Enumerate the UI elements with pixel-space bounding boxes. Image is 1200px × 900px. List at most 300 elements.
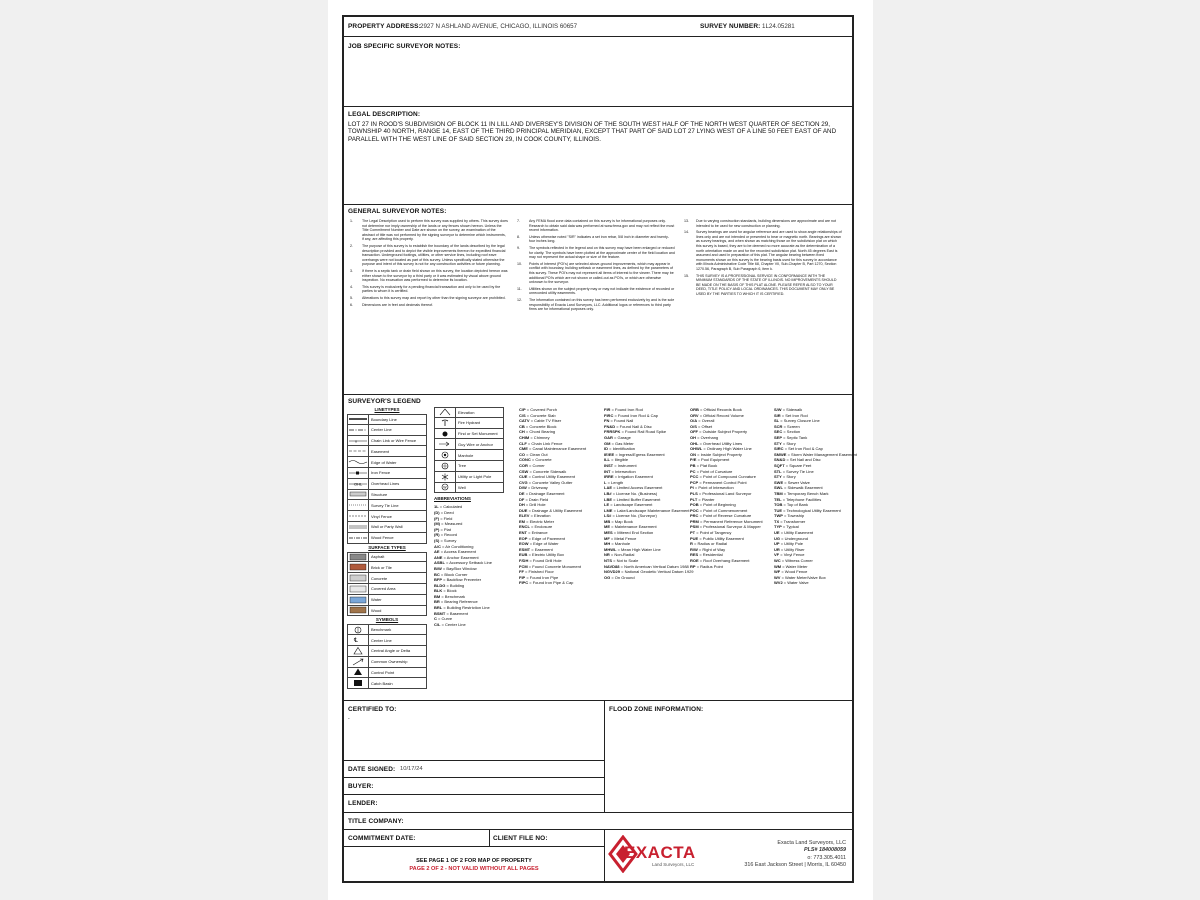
symbol-symbol [348, 657, 369, 667]
linetype-symbol [348, 425, 369, 435]
abbreviation-code: ORV [690, 412, 699, 418]
abbreviation-code: O/A [690, 418, 698, 424]
abbreviation-code: INST [604, 462, 614, 468]
symbol-row [434, 407, 504, 418]
abbreviation-code: BSMT [434, 610, 446, 616]
abbreviation-meaning: = Telephone Facilities [782, 496, 822, 502]
abbreviation-code: PRC [690, 513, 699, 519]
linetype-symbol [348, 457, 369, 467]
abbreviation-code: SEC [774, 429, 783, 435]
svg-text:℄: ℄ [354, 638, 358, 645]
survey-frame [342, 15, 857, 883]
abbreviation-code: (D) [434, 509, 440, 515]
abbreviation-meaning: = Screen [783, 423, 800, 429]
symbol-symbol [348, 625, 369, 634]
abbreviation-code: PRM [690, 518, 699, 524]
abbreviation-meaning: = Illegible [611, 457, 629, 463]
abbreviation-meaning: = Drain Field [525, 496, 549, 502]
abbreviation-meaning: = License No. (Business) [612, 490, 658, 496]
abbreviation-code: FF [519, 569, 524, 575]
abbreviation-meaning: = Survey [440, 537, 457, 543]
abbreviation-code: (R) [434, 532, 440, 538]
abbreviation-meaning: = Non-Radial [610, 552, 635, 558]
abbreviation-code: LAE [604, 485, 612, 491]
abbreviation-code: PB [690, 462, 696, 468]
linetype-symbol [348, 415, 369, 424]
abbreviation-meaning: = Corner [529, 462, 545, 468]
surface-type-row [347, 584, 427, 595]
abbreviation-code: INT [604, 468, 611, 474]
abbreviation-code: TX [774, 518, 780, 524]
survey-number-value: 1L24.05281 [762, 23, 795, 30]
symbol-row [347, 646, 427, 657]
abbreviation-code: STL [774, 468, 782, 474]
abbreviation-code: ELEV [519, 513, 530, 519]
abbreviation-meaning: = Driveway [527, 485, 548, 491]
abbreviation-code: MES [604, 530, 613, 536]
abbreviation-code: NTS [604, 558, 612, 564]
abbreviation-meaning: = Found Nail [610, 418, 634, 424]
abbreviation-meaning: = Concrete Block [525, 423, 557, 429]
abbreviation-meaning: = Map Book [611, 518, 633, 524]
abbreviation-meaning: = Center Line [441, 621, 466, 627]
abbreviation-meaning: = Deed [440, 509, 454, 515]
general-note-number: 13. [684, 219, 689, 223]
client-file-label: CLIENT FILE NO: [493, 835, 548, 842]
abbreviation-code: POB [690, 502, 699, 508]
abbreviation-meaning: = Found Iron Pipe [526, 574, 559, 580]
general-note-text: Alterations to this survey map and report by other than the signing surveyor are prohibited. [362, 295, 506, 300]
abbreviation-code: UG [774, 535, 780, 541]
abbreviation-meaning: = Ordinary High Water Line [703, 446, 752, 452]
linetype-label: Center Line [371, 427, 392, 433]
abbreviation-code: CONC [519, 457, 531, 463]
abbreviation-code: CLF [519, 440, 527, 446]
abbreviation-meaning: = Permanent Control Point [699, 479, 747, 485]
abbreviation-code: BFP [434, 577, 442, 583]
abbreviation-code: ME [604, 524, 610, 530]
abbreviation-meaning: = Planter [698, 496, 715, 502]
linetype-row [347, 522, 427, 533]
general-note-number: 4. [350, 284, 353, 289]
abbreviation-code: CATV [519, 418, 530, 424]
linetype-row [347, 436, 427, 447]
surface-type-symbol [348, 562, 369, 572]
general-note-text: The purpose of this survey is to establish the boundary of the lands described by the legal description provided and to depict the visible improvements thereon for expedited financial transaction. Underground footings, utilities, or other service lines, including roof eave overhangs were not located as part of this survey. Unless specifically stated otherwise the purpose and intent of this survey is not for any construction activities or future planning. [362, 243, 506, 267]
abbreviation-code: BR [434, 599, 440, 605]
abbreviation-code: WV [774, 574, 781, 580]
abbreviation-meaning: = Identification [609, 446, 636, 452]
abbreviation-meaning: = Found Nail & Disc [616, 423, 652, 429]
symbol-row [434, 483, 504, 494]
abbreviation-meaning: = Overhead Utility Lines [699, 440, 743, 446]
symbol-row [347, 678, 427, 689]
general-note [350, 244, 508, 267]
abbreviation-code: SIR [774, 412, 781, 418]
abbreviation-code: SQFT [774, 462, 785, 468]
abbreviation-code: C/L [434, 621, 441, 627]
abbreviation-meaning: = Concrete Sidewalk [529, 468, 567, 474]
abbreviation-code: FN&D [604, 423, 616, 429]
symbol-row [347, 668, 427, 679]
abbreviation-meaning: = Point of Reverse Curvature [699, 513, 752, 519]
abbreviation-meaning: = Wood Fence [781, 569, 808, 575]
symbol-row [347, 657, 427, 668]
linetype-row [347, 457, 427, 468]
abbreviation-entry [519, 580, 601, 586]
linetype-label: Edge of Water [371, 459, 397, 465]
symbol-row [434, 450, 504, 461]
abbreviations-column-4 [690, 407, 772, 569]
abbreviation-meaning: = Mean High Water Line [617, 546, 661, 552]
abbreviation-meaning: = Plat Book [696, 462, 718, 468]
surface-type-row [347, 573, 427, 584]
general-note [684, 219, 842, 228]
page-note-line-2: PAGE 2 OF 2 - NOT VALID WITHOUT ALL PAGES [409, 866, 539, 872]
general-note-text: THIS SURVEY IS A PROFESSIONAL SERVICE IN CONFORMANCE WITH THE MINIMUM STANDARDS OF THE STATE OF ILLINOIS. NO IMPROVEMENTS SHOULD BE MADE ON THE BASIS OF THIS PLAT ALONE. PLEASE REFER ALSO TO YOUR DEED, TITLE POLICY AND LOCAL ORDINANCES. THIS DOCUMENT MAY ONLY BE USED BY THE PARTIES TO WHICH IT IS CERTIFIED. [696, 273, 837, 296]
legal-description-label: LEGAL DESCRIPTION: [348, 111, 421, 118]
logo-wordmark: EXACTA [624, 843, 696, 862]
abbreviation-code: L [604, 479, 607, 485]
abbreviation-code: ENCL [519, 524, 530, 530]
abbreviation-meaning: = Clean Out [526, 451, 548, 457]
abbreviation-code: FIPC [519, 580, 529, 586]
abbreviation-code: PLT [690, 496, 698, 502]
abbreviation-meaning: = Air Conditioning [442, 543, 474, 549]
abbreviation-meaning: = Limited Access Easement [613, 485, 663, 491]
abbreviation-code: FN [604, 418, 610, 424]
abbreviation-code: SEP [774, 434, 783, 440]
abbreviation-meaning: = Basement [446, 610, 468, 616]
symbol-symbol [435, 418, 456, 428]
abbreviation-meaning: = Block Corner [440, 571, 468, 577]
symbol-label: Well [458, 484, 466, 490]
linetype-label: Boundary Line [371, 416, 397, 422]
abbreviation-meaning: = Garage [614, 434, 631, 440]
abbreviation-meaning: = License No. (Surveyor) [612, 513, 657, 519]
commitment-row [344, 830, 605, 847]
abbreviation-code: ENT [519, 530, 527, 536]
abbreviations-title: ABBREVIATIONS [434, 496, 471, 502]
abbreviation-meaning: = Found Iron Rod & Cap [614, 412, 658, 418]
symbol-row [434, 418, 504, 429]
flood-zone-box [605, 701, 854, 813]
abbreviation-meaning: = Irrigation Easement [614, 474, 653, 480]
abbreviation-meaning: = Water Valve [783, 580, 809, 586]
abbreviation-meaning: = Roof Overhang Easement [699, 558, 750, 564]
linetype-symbol [348, 436, 369, 446]
abbreviation-meaning: = Point of Tangency [696, 530, 732, 536]
abbreviation-code: ESMT [519, 546, 531, 552]
date-signed-value: 10/17/24 [400, 766, 423, 772]
buyer-row [344, 778, 605, 795]
surface-type-label: Water [371, 597, 382, 603]
linetype-label: Survey Tie Line [371, 502, 399, 508]
date-signed-row [344, 761, 605, 778]
abbreviation-code: LE [604, 502, 610, 508]
company-logo [606, 829, 716, 879]
flood-zone-label: FLOOD ZONE INFORMATION: [609, 706, 704, 713]
abbreviation-meaning: = Manhole [611, 541, 631, 547]
abbreviation-meaning: = Mitered End Section [613, 530, 654, 536]
symbol-label: Center Line [371, 637, 392, 643]
legend-section [344, 395, 857, 701]
certified-to-label: CERTIFIED TO: [348, 706, 397, 713]
page-note-line-1: SEE PAGE 1 OF 2 FOR MAP OF PROPERTY [416, 858, 532, 864]
abbreviation-code: CH [519, 429, 525, 435]
abbreviation-code: CSW [519, 468, 529, 474]
abbreviation-meaning: = Bearing Reference [440, 599, 478, 605]
abbreviation-code: UP [774, 541, 780, 547]
symbol-symbol [435, 439, 456, 449]
abbreviation-meaning: = Typical [782, 524, 799, 530]
abbreviation-code: EOW [519, 541, 529, 547]
symbol-symbol [348, 678, 369, 688]
abbreviation-code: PSM [690, 524, 699, 530]
abbreviation-meaning: = Edge of Water [529, 541, 559, 547]
symbol-label: Fire Hydrant [458, 420, 481, 426]
abbreviation-meaning: = Found Iron Pipe & Cap [529, 580, 574, 586]
symbol-symbol [348, 668, 369, 678]
general-notes-section [344, 205, 852, 395]
abbreviation-meaning: = Benchmark [441, 593, 466, 599]
abbreviation-code: TEL [774, 496, 782, 502]
abbreviation-meaning: = Drainage Easement [525, 490, 565, 496]
abbreviation-meaning: = Official Record Volume [699, 412, 744, 418]
property-address-value: 2927 N ASHLAND AVENUE, CHICAGO, ILLINOIS 60657 [420, 23, 578, 30]
general-note-number: 6. [350, 302, 353, 307]
abbreviation-meaning: = Concrete Slab [526, 412, 556, 418]
abbreviation-meaning: = Finished Floor [525, 569, 554, 575]
symbol-symbol [348, 635, 369, 645]
abbreviation-code: SMWE [774, 451, 787, 457]
abbreviation-code: TYP [774, 524, 782, 530]
linetype-symbol [348, 511, 369, 521]
general-note-number: 7. [517, 219, 520, 223]
abbreviation-meaning: = Chimney [530, 434, 550, 440]
general-note-text: The symbols reflected in the legend and on this survey may have been enlarged or reduced for clarity. The symbols have been plotted at the approximate center of the field location and may not represent the actual shape or size of the feature. [529, 245, 675, 260]
abbreviation-meaning: = Length [607, 479, 624, 485]
abbreviation-meaning: = Set Iron Rod [781, 412, 808, 418]
abbreviation-code: (F) [434, 515, 440, 521]
abbreviation-code: ORB [690, 407, 699, 412]
abbreviation-meaning: = Set Nail and Disc [786, 457, 821, 463]
symbol-label: Catch Basin [371, 680, 393, 686]
abbreviation-meaning: = Transformer [780, 518, 806, 524]
linetype-symbol [348, 533, 369, 543]
abbreviation-code: ID [604, 446, 608, 452]
general-note [684, 274, 842, 297]
abbreviation-code: SCR [774, 423, 783, 429]
company-pls: PLS# 184008059 [804, 847, 846, 854]
linetype-row [347, 468, 427, 479]
symbol-label: Tree [458, 463, 467, 469]
svg-text:W: W [443, 485, 447, 490]
abbreviation-meaning: = Concrete Valley Gutter [528, 479, 573, 485]
commitment-date-label: COMMITMENT DATE: [348, 835, 416, 842]
abbreviation-meaning: = North American Vertical Datum 1988 [620, 563, 689, 569]
general-note-text: The information contained on this survey has been performed exclusively by and is the sole responsibility of Exacta Land Surveyors, LLC. Additional logos or references to third party firms are for informational purposes only. [529, 297, 675, 312]
abbreviation-meaning: = Water Meter [782, 563, 808, 569]
general-note-number: 12. [517, 297, 522, 302]
surface-type-row [347, 595, 427, 606]
job-notes-label: JOB SPECIFIC SURVEYOR NOTES: [348, 43, 461, 50]
abbreviation-code: EOP [519, 535, 528, 541]
abbreviation-meaning: = Building [446, 582, 465, 588]
abbreviation-code: TOB [774, 502, 783, 508]
abbreviation-meaning: = Top of Bank [783, 502, 808, 508]
general-note-number: 10. [517, 261, 522, 266]
abbreviation-meaning: = Public Utility Easement [699, 535, 744, 541]
abbreviation-code: SN&D [774, 457, 786, 463]
linetype-row [347, 425, 427, 436]
general-note [684, 230, 842, 271]
symbol-symbol [348, 646, 369, 656]
abbreviation-meaning: = Permanent Reference Monument [700, 518, 763, 524]
symbol-symbol [435, 461, 456, 471]
abbreviation-code: SL [774, 418, 780, 424]
legend-label: SURVEYOR'S LEGEND [348, 398, 421, 405]
general-note-number: 9. [517, 245, 520, 250]
abbreviation-code: PT [690, 530, 696, 536]
symbol-symbol [435, 472, 456, 482]
abbreviation-meaning: = Drainage & Utility Easement [528, 507, 583, 513]
abbreviation-code: MF [604, 535, 610, 541]
abbreviation-code: PUE [690, 535, 699, 541]
linetype-label: Easement [371, 448, 390, 454]
linetype-label: Structure [371, 491, 388, 497]
abbreviation-code: EM [519, 518, 525, 524]
abbreviation-code: UE [774, 530, 780, 536]
abbreviation-meaning: = Field [440, 515, 453, 521]
abbreviation-meaning: = Found Iron Rod [611, 407, 643, 412]
abbreviation-meaning: = Instrument [614, 462, 637, 468]
abbreviation-code: GAR [604, 434, 613, 440]
abbreviation-code: DF [519, 496, 525, 502]
abbreviation-code: GM [604, 440, 611, 446]
abbreviation-code: TBM [774, 490, 783, 496]
abbreviation-meaning: = Found Concrete Monument [528, 563, 581, 569]
abbreviation-code: WF [774, 569, 781, 575]
linetype-label: Iron Fence [371, 470, 391, 476]
general-notes-label: GENERAL SURVEYOR NOTES: [348, 208, 447, 215]
linetype-row [347, 500, 427, 511]
title-company-label: TITLE COMPANY: [348, 818, 404, 825]
abbreviation-code: CHIM [519, 434, 530, 440]
abbreviation-meaning: = Point of Curvature [696, 468, 733, 474]
abbreviation-code: (M) [434, 521, 440, 527]
abbreviation-code: SWL [774, 485, 783, 491]
linetype-label: Overhead Lines [371, 481, 400, 487]
abbreviation-code: MHWL [604, 546, 617, 552]
abbreviation-code: IE/EE [604, 451, 615, 457]
abbreviation-meaning: = Radius or Radial [694, 541, 728, 547]
abbreviations-column-2 [519, 407, 601, 586]
abbreviation-meaning: = Pool Equipment [697, 457, 730, 463]
abbreviation-code: IRRE [604, 474, 614, 480]
abbreviation-meaning: = Utility Pole [780, 541, 804, 547]
general-note [517, 219, 675, 233]
general-note-number: 1. [350, 219, 353, 223]
abbreviation-meaning: = Control Utility Easement [528, 474, 575, 480]
symbol-label: Control Point [371, 669, 395, 675]
abbreviation-meaning: = Inside Subject Property [697, 451, 742, 457]
abbreviation-meaning: = Landscape Easement [610, 502, 653, 508]
abbreviation-code: BLDG [434, 582, 446, 588]
surface-type-symbol [348, 584, 369, 594]
abbreviation-code: BLK [434, 588, 443, 594]
general-note-number: 8. [517, 234, 520, 239]
abbreviation-meaning: = Township [784, 513, 805, 519]
abbreviation-meaning: = Right of Way [698, 546, 726, 552]
abbreviation-meaning: = Professional Land Surveyor [698, 490, 752, 496]
symbol-row [434, 461, 504, 472]
abbreviation-code: LBE [604, 496, 612, 502]
abbreviation-meaning: = Sewer Valve [784, 479, 810, 485]
buyer-label: BUYER: [348, 783, 374, 790]
abbreviation-meaning: = Vinyl Fence [780, 552, 805, 558]
abbreviation-meaning: = Professional Surveyor & Mapper [699, 524, 761, 530]
abbreviation-code: STY [774, 474, 782, 480]
abbreviation-code: C/S [519, 412, 526, 418]
lender-row [344, 795, 605, 813]
abbreviation-meaning: = Bay/Box Window [442, 565, 477, 571]
general-note-text: Survey bearings are used for angular reference and are used to show angle relationships of lines only and are not intended or presented to bear or magnetic north. Bearings are shown as survey bearings, and when shown as matching those on the subdivision plat on which this survey is based, they are to be deemed no more accurate as the determination of a north orientation made on and for the recorded subdivision plat. North 45 degrees East is assumed and used in preparation of this plat. The angular bearing between fixed monuments shown on this survey is the bearing basis used for this survey in accordance with Illinois Administrative Code Title 68, Chapter VII, Sub-Chapter B, Part 1270, Section 1270.56, Paragraph B, Sub Paragraph 6, item k. [696, 230, 842, 271]
lender-label: LENDER: [348, 800, 378, 807]
general-note-number: 5. [350, 295, 353, 300]
abbreviation-code: BC [434, 571, 440, 577]
abbreviation-code: ASBL [434, 560, 445, 566]
legal-description-section [344, 107, 852, 205]
abbreviation-code: OH [690, 434, 696, 440]
general-note [517, 298, 675, 312]
abbreviation-code: C/P [519, 407, 526, 412]
abbreviation-code: VF [774, 552, 780, 558]
abbreviation-meaning: = Official Records Book [700, 407, 742, 412]
symbol-row [434, 429, 504, 440]
general-note-number: 15. [684, 273, 689, 278]
abbreviation-meaning: = Sidewalk Easement [784, 485, 823, 491]
abbreviation-meaning: = Offset [698, 423, 713, 429]
abbreviation-entry [774, 580, 854, 586]
symbol-label: Benchmark [371, 627, 392, 633]
abbreviation-code: DH [519, 502, 525, 508]
abbreviation-code: ROE [690, 558, 699, 564]
general-note [517, 262, 675, 285]
company-address: 316 East Jackson Street | Morris, IL 60450 [744, 862, 846, 869]
abbreviation-meaning: = On Ground [611, 574, 635, 580]
abbreviation-meaning: = Electric Meter [526, 518, 555, 524]
abbreviation-code: D/W [519, 485, 527, 491]
general-note [517, 287, 675, 296]
surface-type-symbol [348, 573, 369, 583]
linetype-label: Wood Fence [371, 535, 394, 541]
abbreviation-meaning: = Record [440, 532, 458, 538]
abbreviation-meaning: = Section [783, 429, 801, 435]
linetype-symbol [348, 490, 369, 500]
abbreviation-meaning: = Concrete [531, 457, 552, 463]
abbreviation-meaning: = Building Restriction Line [443, 605, 490, 611]
certified-to-box [344, 701, 605, 761]
abbreviation-code: AE [434, 549, 440, 555]
abbreviations-column-5 [774, 407, 857, 586]
abbreviation-meaning: = Curve [438, 616, 453, 622]
symbol-label: Find or Set Monument [458, 430, 498, 436]
linetype-symbol [348, 479, 369, 489]
abbreviation-meaning: = Point of Beginning [699, 502, 736, 508]
abbreviation-meaning: = Utility Easement [780, 530, 814, 536]
linetype-row [347, 446, 427, 457]
